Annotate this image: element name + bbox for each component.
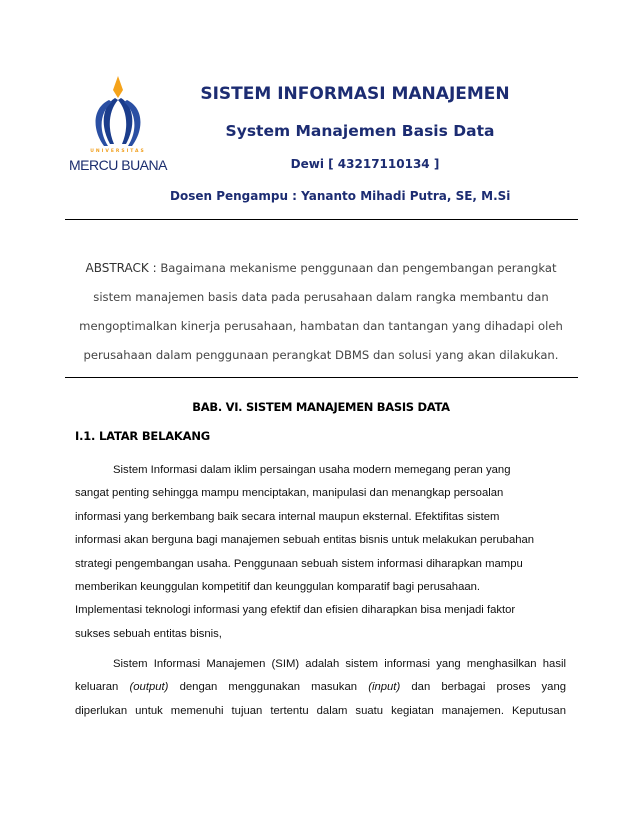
document-subtitle: System Manajemen Basis Data <box>225 122 495 140</box>
paragraph-1 <box>75 461 566 648</box>
paragraph-line: sukses sebuah entitas bisnis, <box>75 627 222 640</box>
text-input: (input) <box>368 681 401 694</box>
text-dengan: dengan menggunakan masukan <box>179 681 358 694</box>
divider-bottom <box>65 377 578 378</box>
paragraph-line: sangat penting sehingga mampu menciptakan, manipulasi dan menangkap persoalan <box>75 487 504 500</box>
paragraph-line <box>75 678 566 701</box>
section-heading: I.1. LATAR BELAKANG <box>75 429 210 443</box>
document-title: SISTEM INFORMASI MANAJEMEN <box>200 84 510 104</box>
abstract-line <box>66 258 576 287</box>
text-output: (output) <box>129 681 169 694</box>
paragraph-line: Sistem Informasi Manajemen (SIM) adalah sistem informasi yang menghasilkan hasil <box>113 658 566 670</box>
abstract-block <box>66 258 576 374</box>
abstract-line: mengoptimalkan kinerja perusahaan, hambatan dan tantangan yang dihadapi oleh <box>79 319 563 333</box>
divider-top <box>65 219 578 220</box>
logo-university-label: UNIVERSITAS <box>90 149 146 154</box>
abstract-line: perusahaan dalam penggunaan perangkat DBMS dan solusi yang akan dilakukan. <box>83 348 559 362</box>
paragraph-line: informasi yang berkembang baik secara internal maupun eksternal. Efektifitas sistem <box>75 510 500 523</box>
paragraph-line: memberikan keunggulan kompetitif dan keunggulan komparatif bagi perusahaan. <box>75 580 481 593</box>
paragraph-2 <box>75 655 566 725</box>
paragraph-line: strategi pengembangan usaha. Penggunaan sebuah sistem informasi diharapkan mampu <box>75 557 523 570</box>
logo-mark-icon <box>62 70 174 150</box>
chapter-heading: BAB. VI. SISTEM MANAJEMEN BASIS DATA <box>192 400 450 414</box>
author-line: Dewi [ 43217110134 ] <box>290 157 440 171</box>
abstract-text: Bagaimana mekanisme penggunaan dan pengembangan perangkat <box>160 261 557 275</box>
lecturer-line: Dosen Pengampu : Yananto Mihadi Putra, SE, M.Si <box>170 189 511 203</box>
abstract-label: ABSTRACK : <box>85 261 157 275</box>
abstract-line: sistem manajemen basis data pada perusahaan dalam rangka membantu dan <box>93 290 549 304</box>
paragraph-line: informasi akan berguna bagi manajemen sebuah entitas bisnis untuk melakukan perubahan <box>75 534 535 547</box>
paragraph-line: diperlukan untuk memenuhi tujuan tertentu dalam suatu kegiatan manajemen. Keputusan <box>75 704 566 717</box>
text-keluaran: keluaran <box>75 681 119 694</box>
paragraph-line: Sistem Informasi dalam iklim persaingan usaha modern memegang peran yang <box>113 464 511 476</box>
text-proses: dan berbagai proses yang <box>411 681 567 694</box>
paragraph-line: Implementasi teknologi informasi yang efektif dan efisien diharapkan bisa menjadi faktor <box>75 604 516 617</box>
university-logo <box>62 70 174 182</box>
logo-university-name: MERCU BUANA <box>69 157 167 173</box>
